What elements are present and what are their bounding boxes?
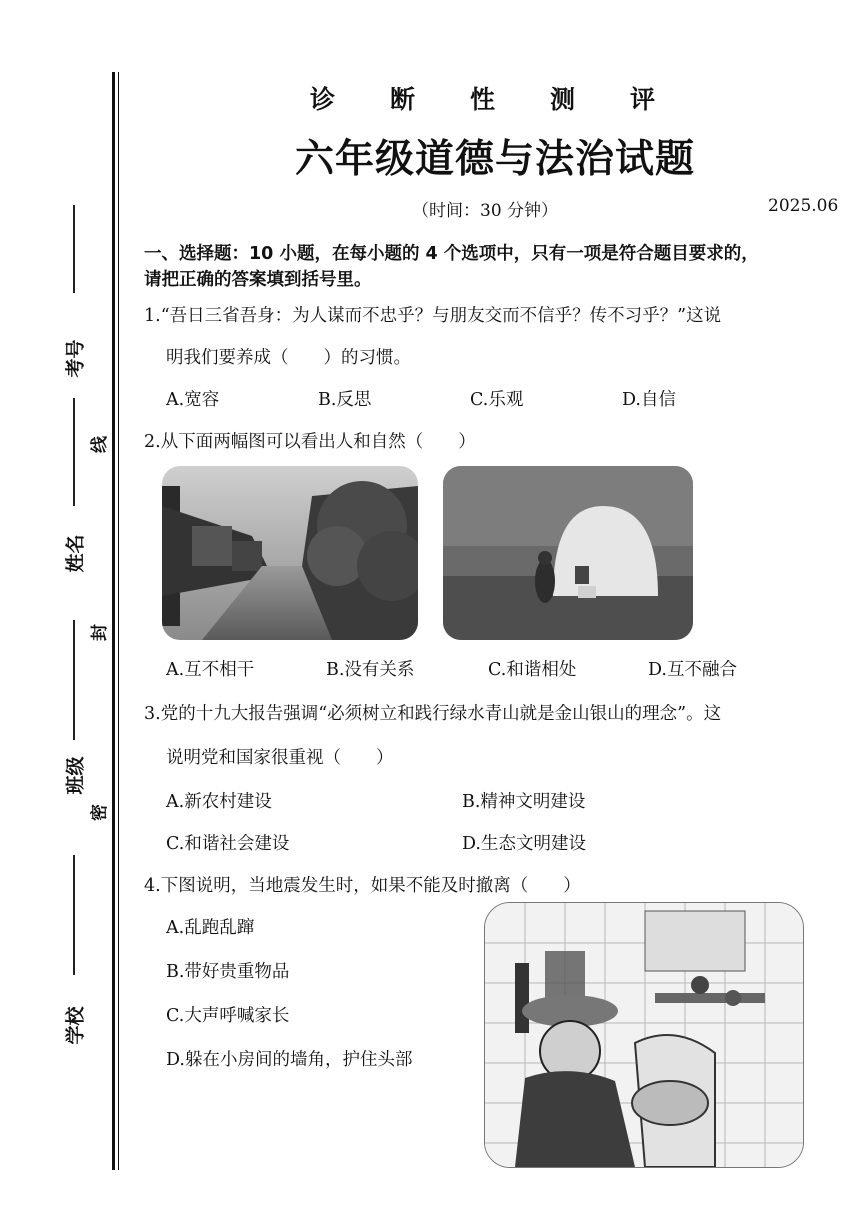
header-char: 测 <box>550 85 576 114</box>
q3-stem-line1: 3.党的十九大报告强调“必须树立和践行绿水青山就是金山银山的理念”。这 <box>144 704 722 724</box>
q2-stem: 2.从下面两幅图可以看出人和自然（ ） <box>144 432 476 452</box>
header-char: 诊 <box>310 85 336 114</box>
section-heading-line2: 请把正确的答案填到括号里。 <box>144 270 372 290</box>
class-label: 班级 <box>64 756 87 795</box>
school-label: 学校 <box>64 1006 87 1045</box>
name-label: 姓名 <box>64 534 87 573</box>
q2-option-b: B.没有关系 <box>326 660 415 680</box>
header-char: 断 <box>390 85 416 114</box>
q1-option-c: C.乐观 <box>470 390 524 410</box>
seal-char-secret: 密 <box>90 804 110 821</box>
q1-option-a: A.宽容 <box>166 390 220 410</box>
q4-option-d: D.躲在小房间的墙角，护住头部 <box>166 1050 413 1070</box>
river-town-photo <box>162 466 418 640</box>
exam-time: （时间：30 分钟） <box>412 201 559 221</box>
binding-line-thin <box>118 72 119 1170</box>
page-title: 六年级道德与法治试题 <box>294 137 695 182</box>
q4-option-b: B.带好贵重物品 <box>166 962 290 982</box>
exam-date: 2025.06 <box>768 196 839 216</box>
binding-line-thick <box>112 72 115 1170</box>
q3-option-a: A.新农村建设 <box>166 792 272 812</box>
q1-option-b: B.反思 <box>318 390 372 410</box>
exam-no-label: 考号 <box>64 339 87 378</box>
q4-option-a: A.乱跑乱蹿 <box>166 918 255 938</box>
q2-option-c: C.和谐相处 <box>488 660 577 680</box>
q3-option-d: D.生态文明建设 <box>462 834 586 854</box>
q1-option-d: D.自信 <box>622 390 676 410</box>
q1-stem-line2: 明我们要养成（ ）的习惯。 <box>166 348 411 368</box>
q2-option-a: A.互不相干 <box>166 660 255 680</box>
q1-stem-line1: 1.“吾日三省吾身：为人谋而不忠乎？与朋友交而不信乎？传不习乎？”这说 <box>144 306 722 326</box>
q3-stem-line2: 说明党和国家很重视（ ） <box>166 748 394 768</box>
q2-option-d: D.互不融合 <box>648 660 737 680</box>
q3-option-c: C.和谐社会建设 <box>166 834 290 854</box>
header-char: 评 <box>630 85 656 114</box>
q3-option-b: B.精神文明建设 <box>462 792 586 812</box>
section-heading-line1: 一、选择题：10 小题，在每小题的 4 个选项中，只有一项是符合题目要求的， <box>144 244 759 264</box>
header-char: 性 <box>470 85 496 114</box>
exam-no-blank <box>73 205 75 293</box>
header-chars <box>310 80 710 116</box>
igloo-photo <box>443 466 693 640</box>
class-blank <box>73 620 75 740</box>
q4-stem: 4.下图说明，当地震发生时，如果不能及时撤离（ ） <box>144 876 581 896</box>
seal-char-line: 线 <box>90 436 110 453</box>
name-blank <box>73 398 75 506</box>
school-blank <box>73 855 75 975</box>
earthquake-illustration <box>484 902 804 1168</box>
q4-option-c: C.大声呼喊家长 <box>166 1006 290 1026</box>
seal-char-seal: 封 <box>90 624 110 641</box>
